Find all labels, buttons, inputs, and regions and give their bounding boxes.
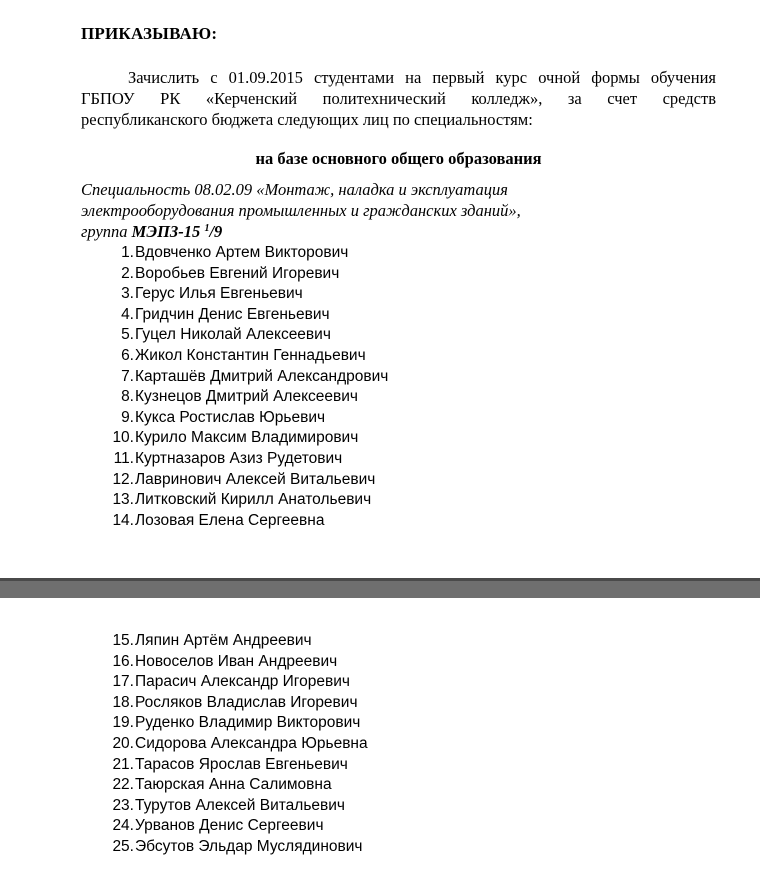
paragraph-line-3: республиканского бюджета следующих лиц по специальностям: [81, 110, 533, 129]
list-item-number: 24. [112, 817, 134, 835]
list-item [0, 428, 760, 449]
list-item [0, 713, 760, 734]
list-item-name: Новоселов Иван Андреевич [135, 652, 338, 670]
document-page-2 [0, 598, 760, 882]
list-item-number: 8. [121, 388, 134, 406]
list-item [0, 470, 760, 491]
list-item [0, 816, 760, 837]
list-item-name: Лавринович Алексей Витальевич [135, 470, 376, 488]
list-item [0, 284, 760, 305]
list-item-number: 20. [112, 734, 134, 752]
list-item-number: 14. [112, 511, 134, 529]
list-item [0, 387, 760, 408]
list-item-name: Герус Илья Евгеньевич [135, 285, 303, 303]
list-item [0, 511, 760, 532]
list-item-number: 3. [121, 285, 134, 303]
education-basis-subheading: на базе основного общего образования [255, 149, 542, 168]
list-item-name: Росляков Владислав Игоревич [135, 693, 358, 711]
list-item [0, 367, 760, 388]
list-item-name: Воробьев Евгений Игоревич [135, 264, 340, 282]
list-item [0, 755, 760, 776]
list-item-name: Карташёв Дмитрий Александрович [135, 367, 389, 385]
list-item-number: 4. [121, 305, 134, 323]
list-item-name: Литковский Кирилл Анатольевич [135, 491, 372, 509]
group-name [132, 222, 223, 241]
list-item [0, 796, 760, 817]
list-item-name: Турутов Алексей Витальевич [135, 796, 345, 814]
list-item-number: 9. [121, 408, 134, 426]
specialty-line-2: электрооборудования промышленных и гражданских зданий», [81, 201, 521, 220]
list-item-name: Лозовая Елена Сергеевна [135, 511, 325, 529]
list-item-number: 15. [112, 632, 134, 649]
list-item-number: 18. [112, 693, 134, 711]
list-item [0, 490, 760, 511]
list-item [0, 346, 760, 367]
list-item [0, 775, 760, 796]
list-item-number: 16. [112, 652, 134, 670]
list-item-name: Гридчин Денис Евгеньевич [135, 305, 330, 323]
list-item [0, 264, 760, 285]
list-item [0, 325, 760, 346]
list-item-number: 12. [112, 470, 134, 488]
list-item-number: 7. [121, 367, 134, 385]
list-item-number: 10. [112, 429, 134, 447]
list-item [0, 837, 760, 858]
group-tail: /9 [209, 222, 223, 241]
list-item-name: Кузнецов Дмитрий Алексеевич [135, 388, 359, 406]
paragraph-line-1: Зачислить с 01.09.2015 студентами на первый курс очной формы обучения [128, 68, 716, 87]
list-item-number: 25. [112, 837, 134, 855]
list-item-number: 1. [121, 244, 134, 261]
list-item-number: 23. [112, 796, 134, 814]
list-item-name: Вдовченко Артем Викторович [135, 244, 349, 261]
specialty-line-1: Специальность 08.02.09 «Монтаж, наладка и эксплуатация [81, 180, 508, 199]
list-item-name: Парасич Александр Игоревич [135, 673, 350, 691]
group-line [81, 221, 521, 242]
list-item-number: 21. [112, 755, 134, 773]
list-item-name: Сидорова Александра Юрьевна [135, 734, 368, 752]
list-item [0, 631, 760, 652]
list-item-name: Жикол Константин Геннадьевич [135, 346, 366, 364]
student-list-page-2 [0, 631, 760, 858]
list-item-number: 17. [112, 673, 134, 691]
paragraph-line-2: ГБПОУ РК «Керченский политехнический колледж», за счет средств [81, 89, 716, 108]
list-item-name: Кукса Ростислав Юрьевич [135, 408, 326, 426]
group-prefix: группа [81, 222, 132, 241]
list-item-name: Эбсутов Эльдар Муслядинович [135, 837, 363, 855]
list-item-name: Гуцел Николай Алексеевич [135, 326, 331, 344]
page-separator [0, 578, 760, 598]
list-item [0, 449, 760, 470]
list-item [0, 243, 760, 264]
list-item-number: 19. [112, 714, 134, 732]
list-item-name: Урванов Денис Сергеевич [135, 817, 324, 835]
specialty-block [81, 179, 521, 242]
list-item [0, 652, 760, 673]
list-item-number: 11. [113, 449, 134, 467]
list-item-name: Тарасов Ярослав Евгеньевич [135, 755, 348, 773]
list-item-name: Куртназаров Азиз Рудетович [135, 449, 343, 467]
order-heading: ПРИКАЗЫВАЮ: [81, 24, 218, 43]
list-item-name: Таюрская Анна Салимовна [135, 776, 332, 794]
list-item [0, 672, 760, 693]
list-item-name: Ляпин Артём Андреевич [135, 632, 312, 649]
list-item [0, 305, 760, 326]
list-item-number: 6. [121, 346, 134, 364]
list-item-name: Курило Максим Владимирович [135, 429, 359, 447]
order-paragraph [81, 67, 716, 130]
list-item-name: Руденко Владимир Викторович [135, 714, 361, 732]
group-superscript: 1 [204, 223, 210, 234]
list-item-number: 22. [112, 776, 134, 794]
list-item-number: 2. [121, 264, 134, 282]
group-name-text: МЭПЗ-15 [131, 222, 205, 241]
list-item [0, 408, 760, 429]
list-item-number: 13. [112, 491, 134, 509]
list-item [0, 734, 760, 755]
list-item-number: 5. [121, 326, 134, 344]
student-list-page-1 [0, 243, 760, 531]
list-item [0, 693, 760, 714]
